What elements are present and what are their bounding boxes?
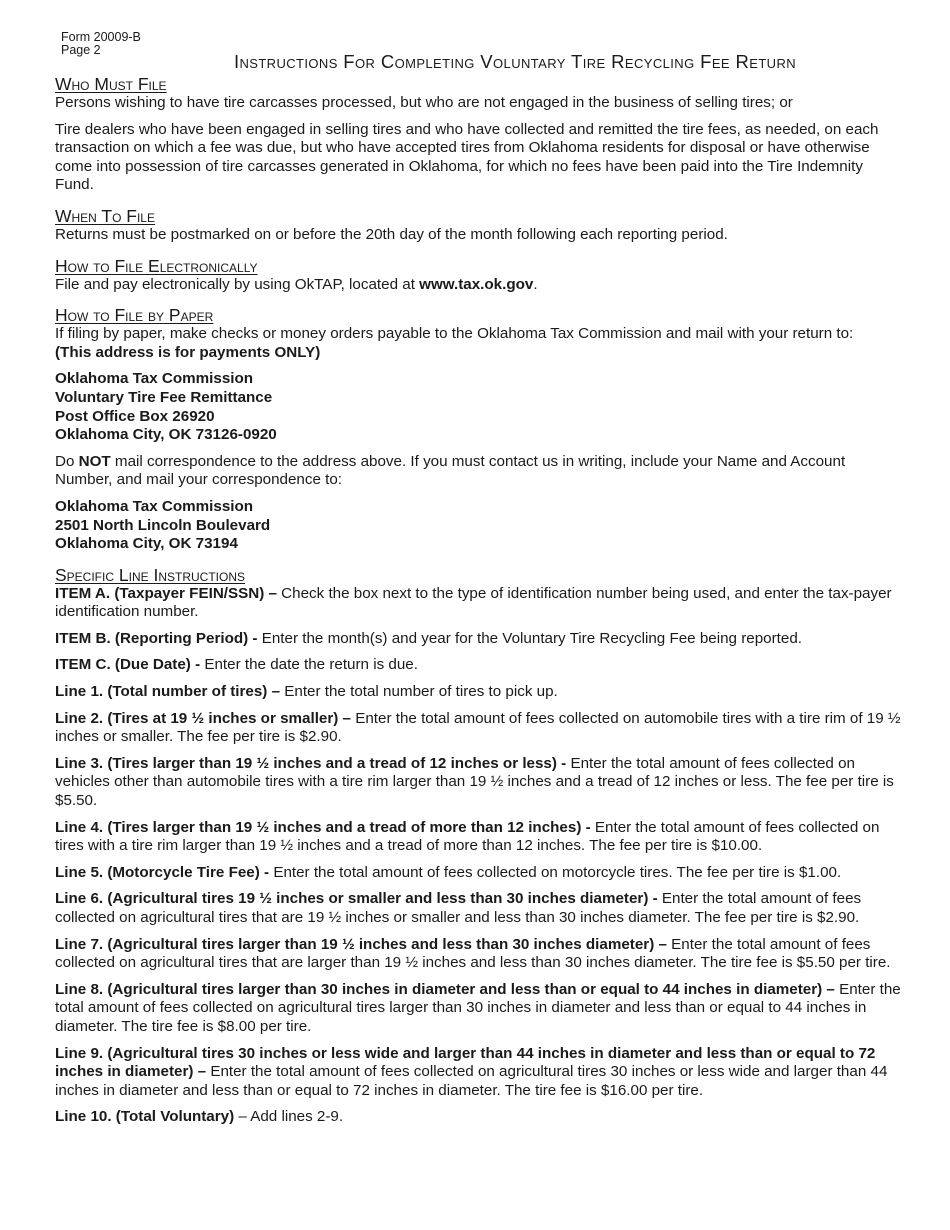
line-item-text: Enter the total amount of fees collected on agricultural tires that are larger than 19 ½ inches and less than 30 inches diameter. The tire fee is $5.50 per tire. bbox=[55, 935, 891, 972]
line-item bbox=[55, 630, 905, 649]
line-item-text: Enter the total amount of fees collected on agricultural tires 30 inches or less wide and larger than 44 inches in diameter and less than or equal to 72 inches in diameter. The tire fee is $16.00 per tire. bbox=[55, 1063, 888, 1099]
line-item bbox=[55, 1045, 905, 1101]
line-item bbox=[55, 936, 905, 973]
page-title: Instructions For Completing Voluntary Tire Recycling Fee Return bbox=[233, 51, 797, 72]
line-item-text: Enter the total amount of fees collected on automobile tires with a tire rim of 19 ½ inches or smaller. The fee per tire is $2.90. bbox=[55, 709, 901, 746]
who-must-file-heading: Who Must File bbox=[55, 74, 167, 94]
file-electronically-text: File and pay electronically by using OkTAP, located at bbox=[55, 275, 420, 293]
line-item bbox=[55, 864, 905, 883]
when-to-file-para: Returns must be postmarked on or before the 20th day of the month following each reporting period. bbox=[55, 225, 728, 243]
line-item-label: Line 7. (Agricultural tires larger than 19 ½ inches and less than 30 inches diameter) – bbox=[55, 935, 667, 953]
line-item-label: Line 9. (Agricultural tires 30 inches or less wide and larger than 44 inches in diameter and less than or equal to 72 inches in diameter) – bbox=[55, 1044, 876, 1081]
line-item bbox=[55, 683, 905, 702]
line-item-label: Line 6. (Agricultural tires 19 ½ inches or smaller and less than 30 inches diameter) - bbox=[55, 890, 658, 908]
line-item-label: ITEM A. (Taxpayer FEIN/SSN) – bbox=[55, 584, 277, 602]
payment-address-line-2: Voluntary Tire Fee Remittance bbox=[55, 388, 273, 406]
line-item bbox=[55, 585, 905, 622]
line-item bbox=[55, 755, 905, 811]
line-item-text: Enter the total amount of fees collected on tires with a tire rim larger than 19 ½ inches and a tread of more than 12 inches. The fee per tire is $10.00. bbox=[55, 818, 880, 855]
not-emphasis: NOT bbox=[78, 452, 111, 470]
file-paper-heading: How to File by Paper bbox=[55, 305, 214, 326]
line-item-label: Line 4. (Tires larger than 19 ½ inches and a tread of more than 12 inches) - bbox=[55, 818, 591, 836]
line-item bbox=[55, 656, 905, 675]
file-electronically-period: . bbox=[533, 275, 538, 293]
oktap-link[interactable]: www.tax.ok.gov bbox=[419, 275, 534, 293]
line-item-text: Enter the total number of tires to pick up. bbox=[280, 683, 558, 701]
line-item-label: Line 5. (Motorcycle Tire Fee) - bbox=[55, 863, 270, 881]
file-paper-para-1: If filing by paper, make checks or money orders payable to the Oklahoma Tax Commission and mail with your return to: bbox=[55, 325, 854, 343]
payment-address-line-1: Oklahoma Tax Commission bbox=[55, 370, 254, 388]
line-item bbox=[55, 890, 905, 927]
file-electronically-heading: How to File Electronically bbox=[55, 255, 258, 276]
line-item bbox=[55, 1108, 905, 1127]
line-item-label: Line 10. (Total Voluntary) bbox=[55, 1108, 235, 1126]
page-number: Page 2 bbox=[61, 43, 101, 57]
line-item-text: Enter the total amount of fees collected on vehicles other than automobile tires with a tire rim larger than 19 ½ inches and a tread of 12 inches or less. The fee per tire is $5.50. bbox=[55, 754, 894, 810]
line-item-text: Enter the total amount of fees collected on agricultural tires larger than 30 inches in diameter and less than or equal to 44 inches in diameter. The tire fee is $8.00 per tire. bbox=[55, 980, 901, 1035]
line-item-text: Enter the date the return is due. bbox=[200, 656, 418, 674]
line-item-text: Enter the total amount of fees collected on motorcycle tires. The fee per tire is $1.00. bbox=[269, 863, 842, 881]
correspondence-address-line-3: Oklahoma City, OK 73194 bbox=[55, 535, 238, 553]
correspondence-text-end: mail correspondence to the address above. If you must contact us in writing, include your Name and Account Number, and mail your correspondence to: bbox=[55, 452, 846, 489]
line-item-text: – Add lines 2-9. bbox=[234, 1108, 344, 1126]
who-must-file-para-2: Tire dealers who have been engaged in selling tires and who have collected and remitted the tire fees, as needed, on each transaction on which a fee was due, but who have accepted tires from Oklahoma residents for disposal or have otherwise come into possession of tire carcasses generated in Oklahoma, for which no fees have been paid into the Tire Indemnity Fund. bbox=[55, 120, 879, 194]
line-item bbox=[55, 710, 905, 747]
line-item-label: Line 8. (Agricultural tires larger than 30 inches in diameter and less than or equal to 44 inches in diameter) – bbox=[55, 980, 835, 998]
file-electronically-para bbox=[55, 276, 905, 295]
line-item-label: Line 1. (Total number of tires) – bbox=[55, 683, 281, 701]
payment-address-line-4: Oklahoma City, OK 73126-0920 bbox=[55, 426, 277, 444]
payment-address bbox=[55, 370, 905, 444]
who-must-file-para-1: Persons wishing to have tire carcasses processed, but who are not engaged in the business of selling tires; or bbox=[55, 94, 793, 111]
line-instructions-heading: Specific Line Instructions bbox=[55, 564, 245, 585]
payments-only-note-text: (This address is for payments ONLY) bbox=[55, 343, 321, 361]
instructions-body bbox=[55, 74, 905, 1135]
line-item-text: Enter the total amount of fees collected on agricultural tires that are 19 ½ inches or smaller and less than 30 inches diameter. The fee per tire is $2.90. bbox=[55, 890, 862, 926]
file-paper-para-2 bbox=[55, 453, 905, 490]
line-item-label: Line 2. (Tires at 19 ½ inches or smaller) – bbox=[55, 709, 352, 727]
payments-only-note bbox=[55, 344, 905, 363]
line-item-label: ITEM B. (Reporting Period) - bbox=[55, 629, 258, 647]
line-item bbox=[55, 981, 905, 1037]
when-to-file-heading: When To File bbox=[55, 205, 155, 226]
line-item-label: Line 3. (Tires larger than 19 ½ inches and a tread of 12 inches or less) - bbox=[55, 754, 567, 772]
form-number: Form 20009-B bbox=[61, 30, 141, 44]
correspondence-text-start: Do bbox=[55, 452, 79, 470]
correspondence-address-line-1: Oklahoma Tax Commission bbox=[55, 497, 254, 515]
line-item-label: ITEM C. (Due Date) - bbox=[55, 656, 201, 674]
correspondence-address bbox=[55, 498, 905, 554]
line-item-text: Check the box next to the type of identification number being used, and enter the tax-payer identification number. bbox=[55, 584, 892, 621]
line-instructions-list bbox=[55, 585, 905, 1127]
line-item bbox=[55, 819, 905, 856]
payment-address-line-3: Post Office Box 26920 bbox=[55, 407, 215, 425]
correspondence-address-line-2: 2501 North Lincoln Boulevard bbox=[55, 516, 271, 534]
line-item-text: Enter the month(s) and year for the Voluntary Tire Recycling Fee being reported. bbox=[257, 629, 803, 647]
